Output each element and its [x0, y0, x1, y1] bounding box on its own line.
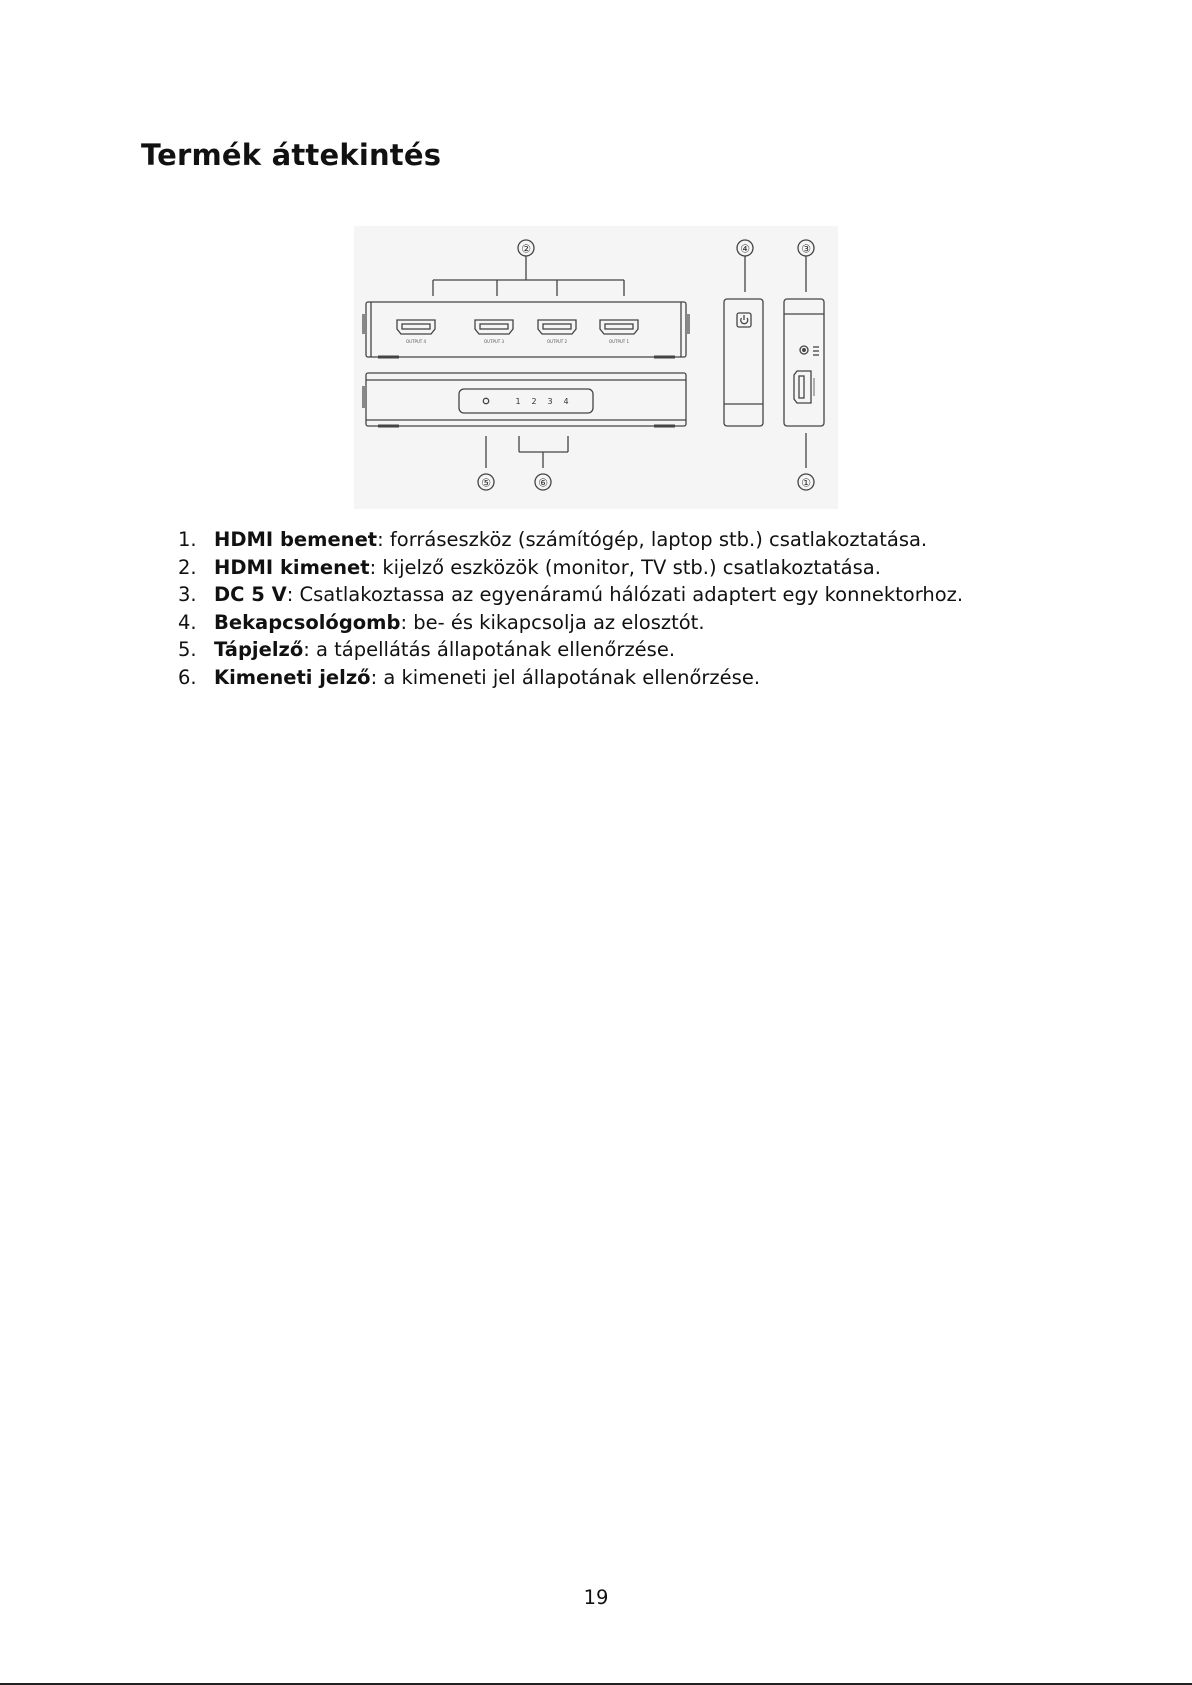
callout-6-label: ⑥ — [538, 476, 548, 490]
indicator-label: 1 — [515, 397, 521, 406]
hdmi-input-port — [794, 371, 814, 403]
port-label: OUTPUT 3 — [483, 339, 505, 344]
item-number: 3. — [178, 583, 197, 607]
item-description: : forráseszköz (számítógép, laptop stb.) csatlakoztatása. — [377, 528, 928, 551]
hdmi-output-port — [600, 320, 638, 334]
callout-4-label: ④ — [740, 242, 750, 256]
item-number: 2. — [178, 555, 197, 579]
item-number: 4. — [178, 610, 197, 634]
splitter-top-view — [362, 373, 686, 426]
item-term: Kimeneti jelző — [214, 665, 371, 689]
item-number: 6. — [178, 665, 197, 689]
power-led-icon — [483, 398, 488, 403]
hdmi-output-port — [397, 320, 435, 334]
hdmi-output-port — [475, 320, 513, 334]
item-term: HDMI kimenet — [214, 555, 370, 579]
port-label: OUTPUT 2 — [546, 339, 568, 344]
callout-1-label: ① — [801, 476, 811, 490]
indicator-label: 3 — [547, 397, 553, 406]
list-item — [178, 636, 963, 664]
callout-5-label: ⑤ — [481, 476, 491, 490]
list-item — [178, 526, 963, 554]
port-label: OUTPUT 4 — [405, 339, 427, 344]
page-number: 19 — [583, 1586, 609, 1609]
power-button-icon — [737, 313, 751, 327]
indicator-label: 2 — [531, 397, 537, 406]
item-description: : a kimeneti jel állapotának ellenőrzése. — [370, 665, 761, 689]
list-item — [178, 664, 963, 692]
port-label: OUTPUT 1 — [608, 339, 630, 344]
product-diagram — [354, 226, 838, 509]
feature-list — [178, 526, 963, 692]
item-term: DC 5 V — [214, 583, 287, 607]
item-description: : a tápellátás állapotának ellenőrzése. — [303, 638, 676, 662]
list-item — [178, 581, 963, 609]
item-number: 1. — [178, 528, 197, 551]
item-number: 5. — [178, 638, 197, 662]
list-item — [178, 554, 963, 582]
list-item — [178, 609, 963, 637]
callout-3-label: ③ — [801, 242, 811, 256]
item-term: HDMI bemenet — [214, 528, 378, 551]
item-term: Bekapcsológomb — [214, 610, 401, 634]
callout-2-label: ② — [521, 242, 531, 256]
dc-power-jack-icon — [800, 346, 819, 355]
splitter-input-side-view — [784, 299, 824, 426]
indicator-label: 4 — [563, 397, 569, 406]
hdmi-output-port — [538, 320, 576, 334]
page-title: Termék áttekintés — [141, 138, 442, 172]
item-description: : kijelző eszközök (monitor, TV stb.) csatlakoztatása. — [369, 555, 881, 579]
item-description: : be- és kikapcsolja az elosztót. — [400, 610, 705, 634]
item-description: : Csatlakoztassa az egyenáramú hálózati adaptert egy konnektorhoz. — [286, 583, 964, 607]
item-term: Tápjelző — [214, 638, 304, 662]
